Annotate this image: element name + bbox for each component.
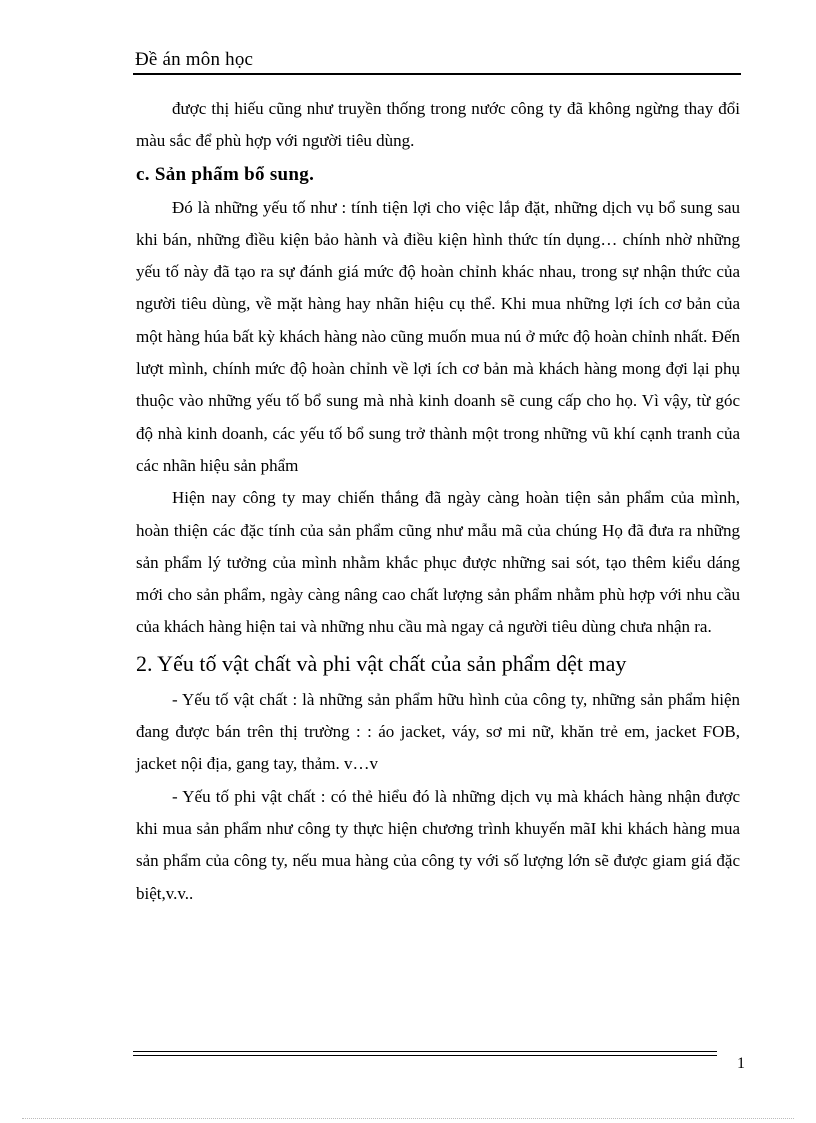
page-bottom-edge [22, 1118, 794, 1119]
paragraph-material-factor: - Yếu tố vật chất : là những sản phẩm hữu hình của công ty, những sản phẩm hiện đang được bán trên thị trường : : áo jacket, váy, sơ mi nữ, khăn trẻ em, jacket FOB, jacket nội địa, gang tay, thảm. v…v [136, 689, 740, 774]
footer-divider [133, 1051, 717, 1056]
paragraph-supplementary-2: Hiện nay công ty may chiến thắng đã ngày càng hoàn tiện sản phẩm của mình, hoàn thiện các đặc tính của sản phẩm cũng như mẫu mã của chúng Họ đã đưa ra những sản phẩm lý tưởng của mình nhằm khắc phục được những sai sót, tạo thêm kiểu dáng mới cho sản phẩm, ngày càng nâng cao chất lượng sản phẩm nhằm phù hợp với nhu cầu của khách hàng hiện tai và những nhu cầu mà ngay cả người tiêu dùng chưa nhận ra. [136, 488, 740, 637]
page-number: 1 [737, 1055, 745, 1072]
paragraph-intro: được thị hiếu cũng như truyền thống trong nước công ty đã không ngừng thay đổi màu sắc để phù hợp với người tiêu dùng. [136, 99, 740, 151]
paragraph-non-material-factor: - Yếu tố phi vật chất : có thẻ hiểu đó là những dịch vụ mà khách hàng nhận được khi mua sản phẩm như công ty thực hiện chương trình khuyến mãI khi khách hàng mua sản phẩm của công ty, nếu mua hàng của công ty với số lượng lớn sẽ được giam giá đặc biệt,v.v.. [136, 786, 740, 903]
header-divider [133, 73, 741, 75]
document-body [136, 93, 740, 910]
heading-section-2: 2. Yếu tố vật chất và phi vật chất của sản phẩm dệt may [136, 650, 627, 676]
heading-supplementary-product: c. Sản phẩm bổ sung. [136, 163, 315, 185]
header-title: Đề án môn học [135, 49, 254, 70]
paragraph-supplementary-1: Đó là những yếu tố như : tính tiện lợi cho việc lắp đặt, những dịch vụ bổ sung sau khi bán, những đìều kiện bảo hành và điều kiện hình thức tín dụng… chính nhờ những yếu tố này đã tạo ra sự đánh giá mức độ hoàn chỉnh khác nhau, trong sự nhận thức của người tiêu dùng, về mặt hàng hay nhãn hiệu cụ thể. Khi mua những lợi ích cơ bản của một hàng húa bất kỳ khách hàng nào cũng muốn mua nú ở mức độ hoàn chỉnh nhất. Đến lượt mình, chính mức độ hoàn chỉnh về lợi ích cơ bản mà khách hàng mong đợi lại phụ thuộc vào những yếu tố bổ sung mà nhà kinh doanh sẽ cung cấp cho họ. Vì vậy, từ góc độ nhà kinh doanh, các yếu tố bổ sung trở thành một trong những vũ khí cạnh tranh của các nhãn hiệu sản phẩm [136, 197, 740, 475]
